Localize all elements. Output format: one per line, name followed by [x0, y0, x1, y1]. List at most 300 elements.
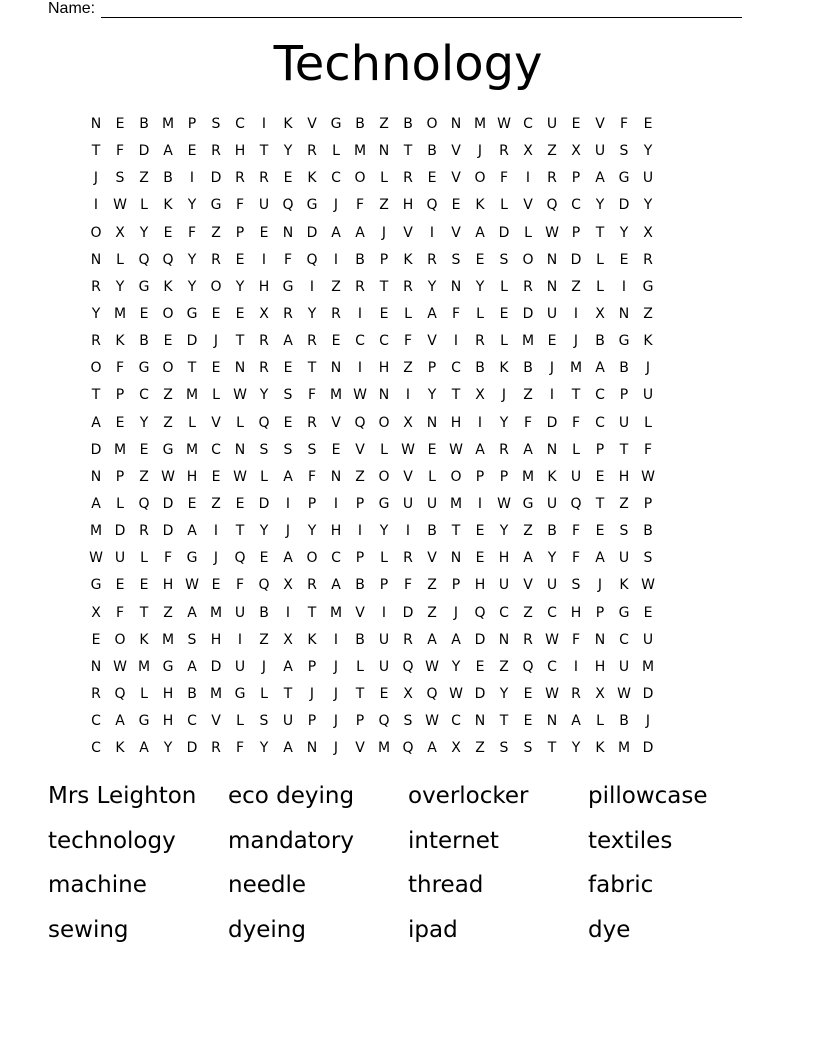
- grid-row: [84, 165, 732, 192]
- grid-letter: T: [355, 686, 365, 703]
- grid-letter: L: [404, 306, 412, 323]
- grid-letter: I: [453, 333, 459, 350]
- grid-letter: Q: [522, 658, 534, 675]
- grid-letter: Q: [546, 197, 558, 214]
- grid-letter: F: [571, 550, 581, 567]
- grid-row: [84, 464, 732, 491]
- grid-letter: I: [357, 306, 363, 323]
- word-list-item: internet: [408, 827, 499, 854]
- grid-row: [84, 138, 732, 165]
- grid-row: [84, 627, 732, 654]
- grid-letter: R: [523, 278, 533, 295]
- grid-letter: L: [356, 658, 364, 675]
- word-list-item: eco deying: [228, 783, 355, 809]
- grid-letter: J: [597, 577, 603, 594]
- grid-letter: E: [187, 496, 197, 513]
- grid-letter: Y: [235, 278, 245, 295]
- grid-letter: F: [283, 251, 293, 268]
- grid-letter: E: [331, 333, 341, 350]
- grid-letter: Z: [379, 197, 389, 214]
- grid-letter: B: [427, 523, 437, 540]
- grid-letter: L: [380, 170, 388, 187]
- grid-letter: W: [497, 496, 511, 513]
- grid-letter: T: [235, 523, 245, 540]
- grid-letter: Z: [355, 468, 365, 485]
- grid-letter: A: [475, 441, 485, 458]
- grid-letter: U: [546, 496, 558, 513]
- grid-letter: D: [210, 170, 222, 187]
- grid-letter: N: [378, 387, 390, 404]
- grid-letter: W: [449, 686, 463, 703]
- grid-letter: T: [235, 333, 245, 350]
- grid-letter: G: [162, 658, 174, 675]
- grid-letter: C: [547, 604, 557, 621]
- grid-letter: I: [333, 496, 339, 513]
- grid-letter: L: [140, 550, 148, 567]
- grid-letter: J: [549, 360, 555, 377]
- grid-letter: E: [211, 360, 221, 377]
- grid-letter: R: [403, 170, 413, 187]
- grid-row: [84, 518, 732, 545]
- grid-letter: T: [451, 523, 461, 540]
- grid-row: [84, 681, 732, 708]
- grid-letter: Y: [427, 278, 437, 295]
- grid-letter: O: [450, 468, 462, 485]
- grid-letter: M: [137, 658, 151, 675]
- grid-letter: C: [595, 387, 605, 404]
- grid-letter: P: [115, 468, 125, 485]
- grid-letter: Z: [619, 496, 629, 513]
- grid-letter: Q: [138, 496, 150, 513]
- grid-letter: J: [645, 360, 651, 377]
- grid-letter: I: [333, 251, 339, 268]
- grid-letter: R: [499, 143, 509, 160]
- grid-letter: Y: [187, 251, 197, 268]
- grid-row: [84, 301, 732, 328]
- grid-letter: P: [571, 224, 581, 241]
- grid-letter: L: [260, 468, 268, 485]
- grid-letter: X: [115, 224, 125, 241]
- grid-letter: P: [355, 713, 365, 730]
- grid-letter: C: [331, 170, 341, 187]
- grid-letter: Y: [139, 414, 149, 431]
- grid-letter: H: [186, 468, 198, 485]
- grid-letter: J: [477, 143, 483, 160]
- grid-letter: I: [405, 387, 411, 404]
- word-list-item: thread: [408, 872, 484, 898]
- grid-letter: E: [547, 333, 557, 350]
- grid-letter: D: [306, 224, 318, 241]
- grid-letter: F: [115, 360, 125, 377]
- grid-letter: U: [234, 658, 246, 675]
- grid-letter: U: [498, 577, 510, 594]
- grid-letter: I: [261, 116, 267, 133]
- grid-letter: M: [161, 116, 175, 133]
- grid-letter: Y: [115, 278, 125, 295]
- grid-letter: W: [449, 441, 463, 458]
- grid-letter: T: [379, 278, 389, 295]
- grid-letter: X: [595, 306, 605, 323]
- grid-letter: N: [594, 631, 606, 648]
- grid-row: [84, 654, 732, 681]
- grid-letter: I: [405, 523, 411, 540]
- grid-letter: A: [331, 224, 341, 241]
- grid-letter: W: [353, 387, 367, 404]
- grid-letter: S: [211, 116, 221, 133]
- grid-letter: P: [355, 496, 365, 513]
- grid-letter: W: [233, 387, 247, 404]
- grid-letter: B: [619, 360, 629, 377]
- grid-letter: T: [403, 143, 413, 160]
- grid-letter: Y: [379, 523, 389, 540]
- grid-letter: T: [595, 224, 605, 241]
- grid-letter: L: [524, 224, 532, 241]
- grid-letter: E: [379, 306, 389, 323]
- grid-letter: S: [115, 170, 125, 187]
- grid-letter: X: [643, 224, 653, 241]
- grid-letter: O: [474, 170, 486, 187]
- grid-letter: A: [523, 550, 533, 567]
- grid-letter: Y: [499, 414, 509, 431]
- grid-letter: C: [235, 116, 245, 133]
- grid-letter: U: [642, 387, 654, 404]
- grid-letter: R: [475, 333, 485, 350]
- grid-letter: T: [187, 360, 197, 377]
- grid-letter: J: [645, 713, 651, 730]
- grid-letter: I: [477, 414, 483, 431]
- grid-letter: T: [283, 686, 293, 703]
- grid-letter: E: [643, 604, 653, 621]
- grid-letter: M: [89, 523, 103, 540]
- grid-letter: S: [499, 251, 509, 268]
- grid-letter: O: [378, 468, 390, 485]
- grid-letter: R: [403, 631, 413, 648]
- grid-letter: G: [618, 170, 630, 187]
- grid-letter: Q: [426, 197, 438, 214]
- grid-letter: R: [307, 414, 317, 431]
- grid-letter: E: [163, 224, 173, 241]
- grid-letter: B: [139, 333, 149, 350]
- grid-letter: C: [523, 116, 533, 133]
- grid-letter: I: [93, 197, 99, 214]
- grid-letter: E: [379, 686, 389, 703]
- grid-letter: S: [259, 441, 269, 458]
- grid-letter: C: [211, 441, 221, 458]
- grid-letter: H: [162, 713, 174, 730]
- grid-letter: F: [619, 116, 629, 133]
- grid-letter: P: [427, 360, 437, 377]
- grid-letter: B: [643, 523, 653, 540]
- grid-letter: H: [450, 414, 462, 431]
- grid-letter: G: [378, 496, 390, 513]
- grid-letter: X: [451, 740, 461, 757]
- grid-letter: V: [355, 441, 365, 458]
- grid-letter: R: [499, 441, 509, 458]
- grid-letter: Z: [139, 468, 149, 485]
- grid-letter: S: [619, 523, 629, 540]
- grid-letter: Z: [643, 306, 653, 323]
- grid-letter: H: [594, 658, 606, 675]
- grid-letter: R: [211, 251, 221, 268]
- grid-letter: F: [571, 523, 581, 540]
- grid-letter: N: [330, 468, 342, 485]
- grid-letter: Q: [282, 197, 294, 214]
- grid-letter: W: [89, 550, 103, 567]
- grid-letter: P: [595, 604, 605, 621]
- grid-letter: K: [595, 740, 605, 757]
- grid-letter: V: [523, 577, 533, 594]
- grid-letter: I: [357, 360, 363, 377]
- grid-letter: L: [140, 686, 148, 703]
- grid-letter: R: [307, 143, 317, 160]
- grid-letter: H: [210, 631, 222, 648]
- grid-letter: Z: [427, 577, 437, 594]
- grid-letter: K: [547, 468, 557, 485]
- grid-letter: F: [499, 170, 509, 187]
- grid-letter: L: [596, 251, 604, 268]
- grid-letter: M: [161, 631, 175, 648]
- grid-letter: N: [546, 278, 558, 295]
- grid-letter: J: [453, 604, 459, 621]
- grid-letter: A: [595, 170, 605, 187]
- grid-letter: W: [641, 577, 655, 594]
- grid-letter: T: [547, 740, 557, 757]
- grid-letter: Z: [523, 604, 533, 621]
- grid-letter: J: [285, 523, 291, 540]
- grid-letter: E: [571, 116, 581, 133]
- grid-letter: L: [140, 197, 148, 214]
- grid-letter: I: [357, 523, 363, 540]
- grid-letter: C: [139, 387, 149, 404]
- grid-letter: A: [283, 740, 293, 757]
- grid-row: [84, 708, 732, 735]
- grid-letter: R: [259, 360, 269, 377]
- grid-letter: P: [595, 441, 605, 458]
- word-list: [48, 774, 768, 952]
- grid-letter: E: [187, 143, 197, 160]
- grid-letter: N: [498, 631, 510, 648]
- grid-letter: B: [139, 116, 149, 133]
- grid-letter: E: [331, 441, 341, 458]
- grid-letter: E: [427, 170, 437, 187]
- grid-letter: A: [427, 631, 437, 648]
- grid-letter: C: [331, 550, 341, 567]
- grid-letter: I: [333, 631, 339, 648]
- grid-letter: D: [546, 414, 558, 431]
- grid-letter: E: [283, 414, 293, 431]
- grid-letter: P: [643, 496, 653, 513]
- grid-row: [84, 437, 732, 464]
- grid-letter: M: [569, 360, 583, 377]
- grid-row: [84, 735, 732, 762]
- grid-letter: U: [546, 577, 558, 594]
- grid-letter: N: [306, 740, 318, 757]
- grid-letter: H: [162, 577, 174, 594]
- grid-letter: F: [235, 197, 245, 214]
- grid-letter: V: [595, 116, 605, 133]
- grid-letter: L: [236, 713, 244, 730]
- grid-letter: Q: [474, 604, 486, 621]
- grid-letter: F: [235, 740, 245, 757]
- grid-letter: D: [90, 441, 102, 458]
- grid-letter: E: [139, 577, 149, 594]
- grid-letter: G: [234, 686, 246, 703]
- grid-letter: Y: [571, 740, 581, 757]
- grid-letter: T: [91, 143, 101, 160]
- grid-letter: P: [235, 224, 245, 241]
- grid-letter: L: [380, 550, 388, 567]
- grid-letter: R: [259, 333, 269, 350]
- grid-letter: A: [523, 441, 533, 458]
- grid-letter: L: [476, 306, 484, 323]
- grid-letter: N: [546, 713, 558, 730]
- grid-letter: R: [547, 170, 557, 187]
- grid-letter: Y: [187, 197, 197, 214]
- grid-letter: M: [329, 387, 343, 404]
- grid-letter: E: [211, 577, 221, 594]
- grid-letter: N: [234, 360, 246, 377]
- grid-letter: N: [618, 306, 630, 323]
- grid-letter: V: [451, 143, 461, 160]
- grid-letter: Z: [499, 658, 509, 675]
- grid-letter: O: [162, 360, 174, 377]
- grid-letter: F: [115, 604, 125, 621]
- grid-letter: N: [282, 224, 294, 241]
- grid-letter: T: [499, 713, 509, 730]
- grid-letter: R: [355, 278, 365, 295]
- grid-letter: C: [571, 197, 581, 214]
- grid-letter: Z: [403, 360, 413, 377]
- grid-letter: V: [403, 224, 413, 241]
- grid-letter: M: [353, 143, 367, 160]
- grid-letter: M: [329, 604, 343, 621]
- grid-letter: M: [113, 306, 127, 323]
- grid-letter: U: [234, 604, 246, 621]
- grid-letter: E: [523, 686, 533, 703]
- grid-letter: K: [139, 631, 149, 648]
- grid-letter: U: [618, 414, 630, 431]
- grid-letter: Z: [163, 414, 173, 431]
- grid-letter: A: [331, 577, 341, 594]
- grid-letter: D: [570, 251, 582, 268]
- grid-letter: E: [139, 441, 149, 458]
- grid-letter: R: [643, 251, 653, 268]
- grid-letter: O: [210, 278, 222, 295]
- grid-letter: T: [307, 604, 317, 621]
- grid-letter: K: [403, 251, 413, 268]
- grid-letter: O: [426, 116, 438, 133]
- grid-letter: Y: [475, 278, 485, 295]
- grid-letter: V: [211, 713, 221, 730]
- grid-letter: F: [235, 577, 245, 594]
- word-list-item: Mrs Leighton: [48, 783, 197, 809]
- grid-letter: I: [477, 496, 483, 513]
- grid-letter: A: [163, 143, 173, 160]
- grid-letter: T: [259, 143, 269, 160]
- grid-letter: E: [643, 116, 653, 133]
- grid-letter: N: [90, 116, 102, 133]
- grid-letter: E: [235, 306, 245, 323]
- grid-letter: B: [187, 686, 197, 703]
- grid-letter: V: [331, 414, 341, 431]
- grid-letter: W: [617, 686, 631, 703]
- grid-letter: L: [188, 414, 196, 431]
- grid-letter: S: [307, 441, 317, 458]
- grid-letter: E: [235, 496, 245, 513]
- grid-letter: C: [379, 333, 389, 350]
- grid-letter: F: [355, 197, 365, 214]
- word-list-item: dyeing: [228, 916, 306, 943]
- grid-letter: Y: [259, 523, 269, 540]
- grid-letter: M: [185, 441, 199, 458]
- word-list-item: fabric: [588, 872, 654, 898]
- grid-letter: A: [427, 740, 437, 757]
- grid-letter: E: [427, 441, 437, 458]
- grid-letter: L: [236, 414, 244, 431]
- grid-letter: J: [261, 658, 267, 675]
- grid-letter: L: [212, 387, 220, 404]
- grid-letter: U: [642, 170, 654, 187]
- grid-letter: Q: [354, 414, 366, 431]
- grid-letter: B: [355, 251, 365, 268]
- grid-letter: G: [210, 197, 222, 214]
- grid-letter: T: [139, 604, 149, 621]
- grid-letter: I: [285, 496, 291, 513]
- grid-letter: B: [403, 116, 413, 133]
- grid-letter: M: [377, 740, 391, 757]
- grid-letter: E: [283, 360, 293, 377]
- grid-letter: U: [570, 468, 582, 485]
- grid-letter: A: [91, 496, 101, 513]
- grid-letter: Y: [619, 224, 629, 241]
- grid-letter: P: [379, 577, 389, 594]
- grid-letter: U: [546, 116, 558, 133]
- grid-letter: N: [450, 278, 462, 295]
- grid-letter: Z: [331, 278, 341, 295]
- grid-letter: Y: [139, 224, 149, 241]
- grid-letter: G: [618, 333, 630, 350]
- word-list-item: technology: [48, 827, 176, 854]
- grid-letter: M: [521, 468, 535, 485]
- grid-letter: Z: [523, 523, 533, 540]
- grid-letter: Q: [306, 251, 318, 268]
- grid-letter: R: [259, 170, 269, 187]
- grid-letter: J: [573, 333, 579, 350]
- grid-letter: E: [235, 251, 245, 268]
- grid-letter: I: [573, 306, 579, 323]
- grid-letter: P: [307, 496, 317, 513]
- grid-letter: I: [381, 604, 387, 621]
- grid-letter: Q: [426, 686, 438, 703]
- grid-letter: E: [211, 306, 221, 323]
- grid-letter: D: [258, 496, 270, 513]
- grid-letter: A: [139, 740, 149, 757]
- grid-letter: C: [595, 414, 605, 431]
- grid-letter: Y: [643, 197, 653, 214]
- grid-letter: B: [355, 631, 365, 648]
- grid-letter: S: [571, 577, 581, 594]
- grid-letter: Y: [427, 387, 437, 404]
- grid-letter: X: [259, 306, 269, 323]
- grid-letter: K: [619, 577, 629, 594]
- grid-letter: D: [138, 143, 150, 160]
- grid-letter: C: [355, 333, 365, 350]
- word-list-item: pillowcase: [588, 783, 708, 809]
- grid-letter: H: [162, 686, 174, 703]
- grid-letter: U: [258, 197, 270, 214]
- grid-letter: W: [545, 224, 559, 241]
- grid-letter: J: [309, 686, 315, 703]
